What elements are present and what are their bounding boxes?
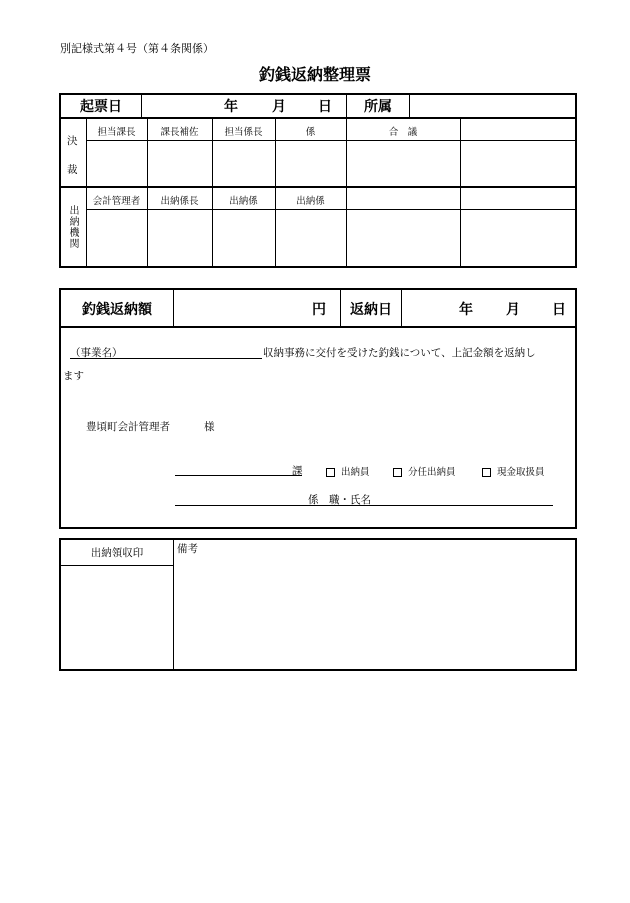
business-name-underline[interactable]	[70, 358, 262, 359]
section-name-underline[interactable]	[175, 475, 302, 476]
remarks-label: 備考	[177, 543, 198, 555]
return-amount-field[interactable]	[176, 292, 306, 322]
return-day-unit: 日	[552, 302, 566, 318]
suitou-head-kakari-2: 出納係	[296, 196, 325, 207]
checkbox-genkin-toriatsukai[interactable]	[482, 468, 491, 477]
yen-unit: 円	[312, 302, 326, 318]
receipt-stamp-area[interactable]	[62, 568, 172, 668]
issue-month-unit: 月	[272, 99, 286, 115]
return-amount-label: 釣銭返納額	[82, 302, 152, 318]
suitou-head-kakari-1: 出納係	[229, 196, 258, 207]
page-title: 釣銭返納整理票	[258, 65, 371, 84]
issue-day-unit: 日	[318, 99, 332, 115]
kessai-label-2: 裁	[67, 164, 78, 176]
return-statement-line2: ます	[63, 370, 84, 382]
section-suffix: 課	[292, 465, 303, 477]
option-suitouin[interactable]: 出納員	[326, 464, 370, 478]
suitou-head-kakaricho: 出納係長	[160, 196, 199, 207]
return-year-unit: 年	[459, 302, 473, 318]
kessai-label-1: 決	[67, 135, 78, 147]
addressee: 豊頃町会計管理者	[86, 421, 170, 433]
department-label: 所属	[364, 99, 392, 115]
signature-line[interactable]	[175, 505, 553, 506]
remarks-field[interactable]	[176, 556, 574, 668]
issue-date-label: 起票日	[80, 99, 122, 115]
business-name-label: （事業名）	[70, 347, 123, 359]
approval-head-kakari: 係	[305, 127, 316, 138]
suitou-kikan-label: 出納機関	[67, 205, 78, 249]
receipt-stamp-label: 出納領収印	[90, 547, 144, 559]
return-month-unit: 月	[506, 302, 520, 318]
option-genkin-toriatsukai[interactable]: 現金取扱員	[482, 464, 545, 478]
approval-head-gogi: 合 議	[388, 127, 418, 138]
suitou-head-kaikei-kanrisha: 会計管理者	[92, 196, 141, 207]
option-bunnin-suitouin[interactable]: 分任出納員	[393, 464, 456, 478]
approval-table	[59, 93, 577, 268]
issue-year-unit: 年	[224, 99, 238, 115]
approval-head-kacho-hosa: 課長補佐	[160, 127, 199, 138]
return-statement-line1: 収納事務に交付を受けた釣銭について、上記金額を返納し	[263, 347, 536, 359]
approval-head-tanto-kakaricho: 担当係長	[224, 127, 263, 138]
signature-label: 係 職・氏名	[308, 494, 371, 506]
approval-head-tanto-kacho: 担当課長	[97, 127, 136, 138]
department-field[interactable]	[411, 95, 575, 116]
checkbox-suitouin[interactable]	[326, 468, 335, 477]
checkbox-bunnin-suitouin[interactable]	[393, 468, 402, 477]
addressee-honorific: 様	[204, 421, 215, 433]
form-number-note: 別記様式第４号（第４条関係）	[60, 42, 214, 55]
return-date-label: 返納日	[350, 302, 392, 318]
